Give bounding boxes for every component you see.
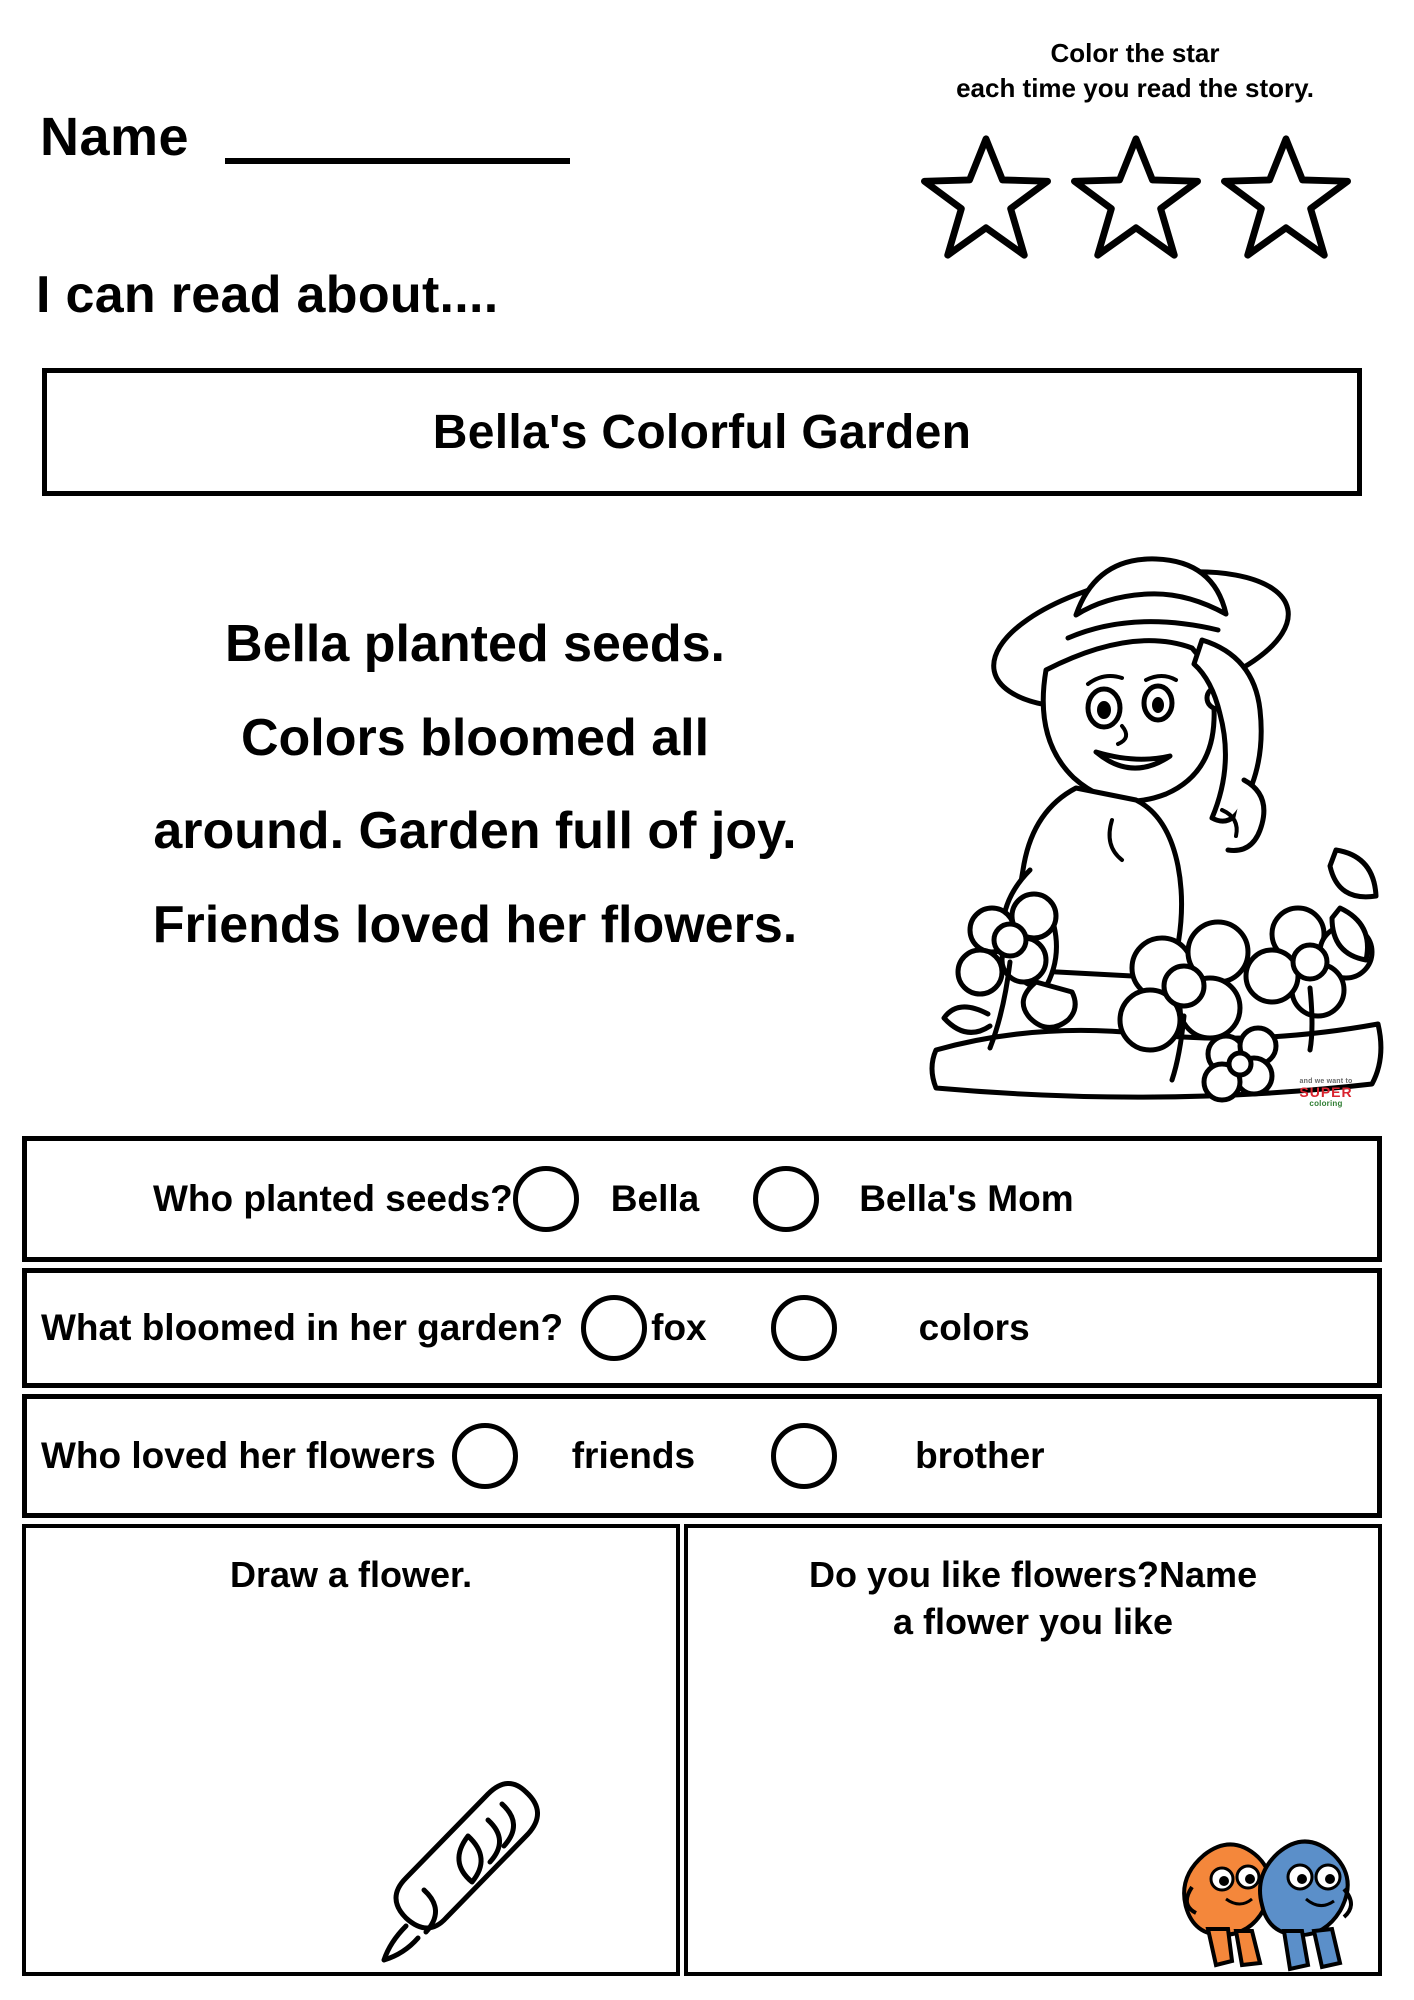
answer-option-label[interactable]: fox [651, 1307, 707, 1348]
answer-bubble-icon[interactable] [581, 1295, 647, 1361]
writing-panel-title-line-2: a flower you like [892, 1600, 1174, 1642]
story-line: Friends loved her flowers. [152, 895, 798, 954]
draw-panel-title: Draw a flower. [229, 1554, 473, 1595]
watermark-line-2: SUPER [1299, 1084, 1353, 1101]
crayon-icon [376, 1778, 576, 1973]
watermark-line-3: coloring [1309, 1099, 1343, 1109]
answer-option-label[interactable]: colors [918, 1307, 1030, 1348]
answer-bubble-icon[interactable] [513, 1166, 579, 1232]
answer-bubble-icon[interactable] [771, 1295, 837, 1361]
site-watermark [1286, 1078, 1366, 1108]
story-title-box [42, 368, 1362, 496]
name-label: Name [40, 107, 190, 167]
answer-bubble-icon[interactable] [753, 1166, 819, 1232]
question-row-1 [22, 1136, 1382, 1262]
answer-bubble-icon[interactable] [771, 1423, 837, 1489]
question-row-2 [22, 1268, 1382, 1388]
star-tracker [916, 132, 1356, 267]
question-row-3 [22, 1394, 1382, 1518]
story-line: Colors bloomed all [240, 708, 710, 767]
star-instruction [900, 36, 1370, 106]
story-line: Bella planted seeds. [225, 615, 725, 673]
star-instruction-line-2: each time you read the story. [956, 73, 1314, 104]
name-field-row [40, 107, 570, 167]
page-title: I can read about.... [36, 266, 499, 324]
activity-panels [22, 1524, 1382, 1976]
question-prompt: Who planted seeds? [153, 1178, 513, 1219]
writing-panel[interactable] [684, 1524, 1382, 1976]
writing-panel-title [688, 1552, 1378, 1646]
story-text [30, 598, 920, 972]
question-prompt: What bloomed in her garden? [41, 1307, 564, 1348]
watermark-line-1: and we want to [1299, 1078, 1353, 1085]
answer-option-label[interactable]: friends [571, 1435, 696, 1476]
answer-option-label[interactable]: brother [915, 1435, 1045, 1476]
worksheet-header [0, 0, 1414, 324]
question-prompt: Who loved her flowers [41, 1435, 436, 1476]
story-title: Bella's Colorful Garden [432, 405, 972, 459]
star-outline-icon[interactable] [1216, 132, 1356, 267]
answer-bubble-icon[interactable] [452, 1423, 518, 1489]
draw-panel[interactable] [22, 1524, 680, 1976]
star-outline-icon[interactable] [1066, 132, 1206, 267]
star-outline-icon[interactable] [916, 132, 1056, 267]
writing-panel-title-line-1: Do you like flowers?Name [808, 1554, 1258, 1595]
answer-option-label[interactable]: Bella's Mom [859, 1178, 1074, 1219]
girl-gardening-illustration [926, 520, 1386, 1120]
crayon-mascots-icon [1174, 1825, 1364, 1980]
star-instruction-line-1: Color the star [1050, 38, 1220, 68]
answer-option-label[interactable]: Bella [610, 1178, 700, 1219]
name-input-blank[interactable] [225, 118, 570, 164]
story-line: around. Garden full of joy. [153, 802, 797, 861]
